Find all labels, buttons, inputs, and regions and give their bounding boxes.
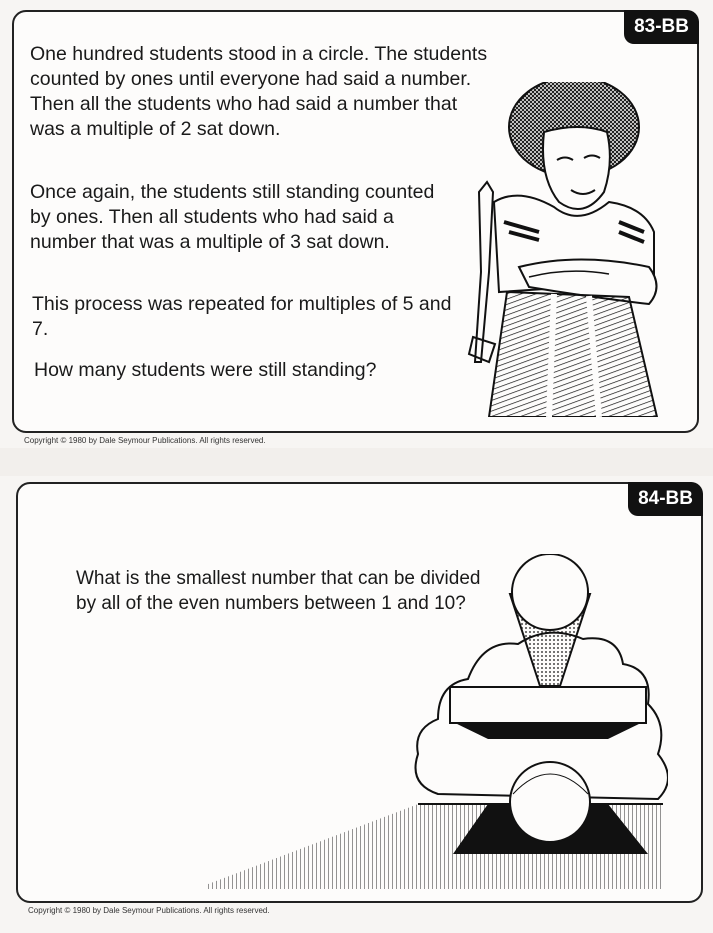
student-illustration-icon [459,82,659,417]
balanced-shapes-illustration-icon [188,554,668,894]
gap-band [0,448,713,476]
problem-question: What is the smallest number that can be divided by all of the even numbers between 1 and 10? [76,568,481,614]
card-number-badge: 83-BB [624,10,699,44]
problem-paragraph-1: One hundred students stood in a circle. The students counted by ones until everyone had said a number. Then all the students who had said a number that was a multiple of 2 sat down. [30,43,488,140]
problem-paragraph-2: Once again, the students still standing counted by ones. Then all students who had said a number that was a multiple of 3 sat down. [30,181,435,253]
copyright-notice: Copyright © 1980 by Dale Seymour Publications. All rights reserved. [24,436,266,445]
copyright-notice: Copyright © 1980 by Dale Seymour Publications. All rights reserved. [28,906,270,915]
problem-question: How many students were still standing? [34,359,377,381]
problem-paragraph-3: This process was repeated for multiples of 5 and 7. [32,293,452,340]
problem-card-84 [16,482,703,915]
problem-card-83 [12,10,699,445]
card-number-badge: 84-BB [628,482,703,516]
